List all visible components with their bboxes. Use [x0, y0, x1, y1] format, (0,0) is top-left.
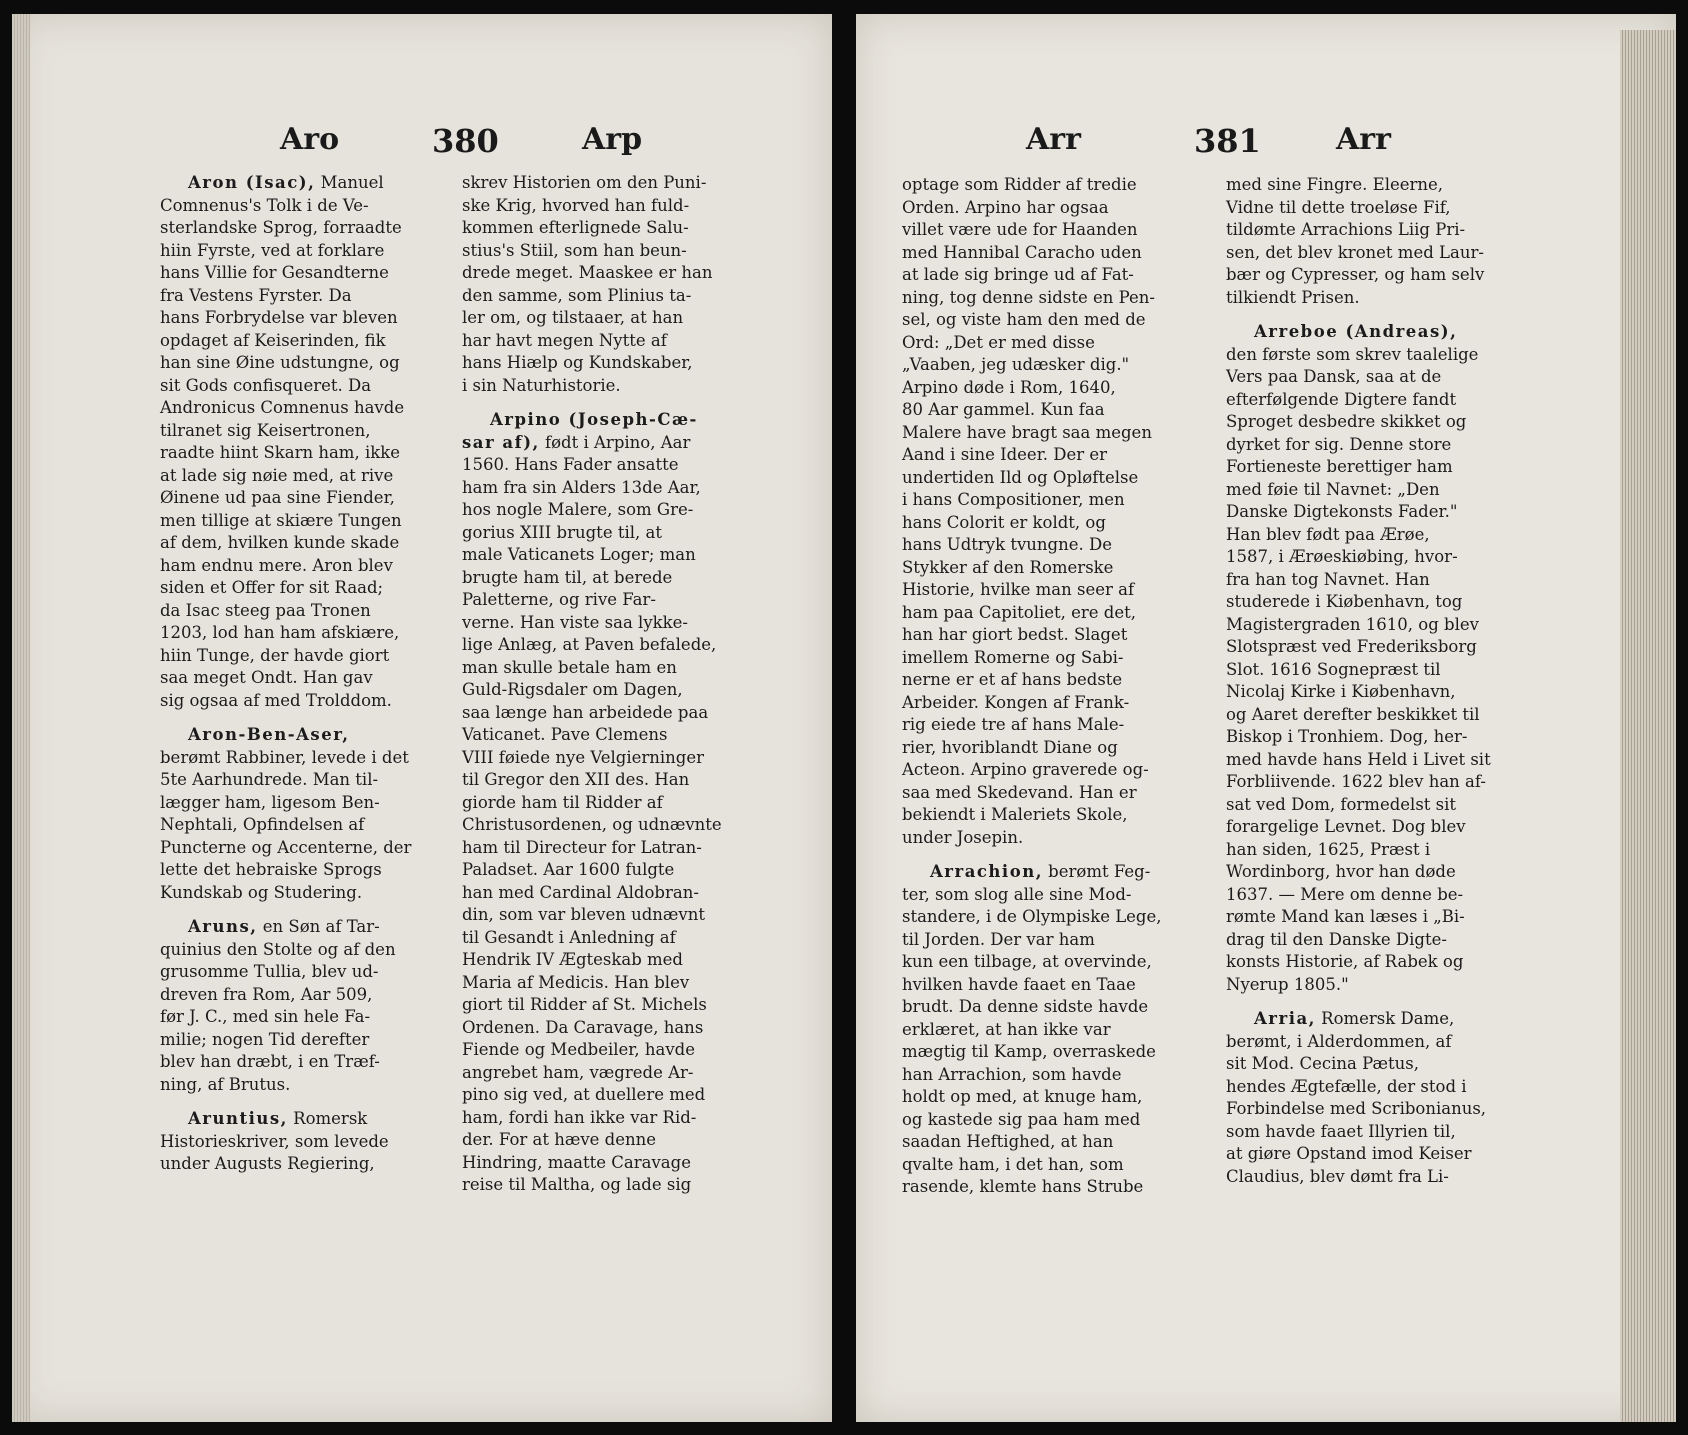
right-page [856, 14, 1676, 1422]
entry-text: den første som skrev taalelige Vers paa Dansk, saa at de efterfølgende Digtere fandt Sproget desbedre skikket og dyrket for sig. Denne store Fortieneste berettiger ham med føie til Navnet: „Den Danske Digtekonsts Fader." Han blev født paa Ærøe, 1587, i Ærøeskiøbing, hvor- fra han tog Navnet. Han studerede i Kiøbenhavn, tog Magistergraden 1610, og blev Slotspræst ved Frederiksborg Slot. 1616 Sognepræst til Nicolaj Kirke i Kiøbenhavn, og Aaret derefter beskikket til Biskop i Tronhiem. Dog, her- med havde hans Held i Livet sit Forbliivende. 1622 blev han af- sat ved Dom, formedelst sit forargelige Levnet. Dog blev han siden, 1625, Præst i Wordinborg, hvor han døde 1637. — Mere om denne be- rømte Mand kan læses i „Bi- drag til den Danske Digte- konsts Historie, af Rabek og Nyerup 1805." [1226, 344, 1491, 994]
left-header-right: Arp [582, 122, 643, 157]
entry-text: Romersk Historieskriver, som levede under Augusts Regiering, [160, 1109, 389, 1173]
article-entry [1226, 1008, 1532, 1188]
article-entry [160, 916, 450, 1096]
right-page-header [856, 122, 1676, 172]
entry-headword: Aron (Isac), [188, 173, 316, 192]
right-header-right: Arr [1336, 122, 1391, 157]
entry-headword: Arpino (Joseph-Cæ- sar af), [462, 410, 698, 452]
article-entry [902, 861, 1202, 1199]
article-entry [462, 172, 762, 397]
entry-text: berømt Feg- ter, som slog alle sine Mod- standere, i de Olympiske Lege, til Jorden. Der var ham kun een tilbage, at overvinde, hvilken havde faaet en Taae brudt. Da denne sidste havde erklæret, at han ikke var mægtig til Kamp, overraskede han Arrachion, som havde holdt op med, at knuge ham, og kastede sig paa ham med saadan Heftighed, at han qvalte ham, i det han, som rasende, klemte hans Strube [902, 862, 1162, 1196]
entry-headword: Arrachion, [930, 862, 1043, 881]
entry-headword: Aron-Ben-Aser, [188, 725, 350, 744]
left-page-edges [12, 14, 30, 1422]
entry-text: Romersk Dame, berømt, i Alderdommen, af sit Mod. Cecina Pætus, hendes Ægtefælle, der stod i Forbindelse med Scribonianus, som havde faaet Illyrien til, at giøre Opstand imod Keiser Claudius, blev dømt fra Li- [1226, 1009, 1487, 1186]
article-entry [902, 174, 1202, 849]
right-header-left: Arr [1026, 122, 1081, 157]
left-column-1 [160, 172, 450, 1188]
entry-headword: Arria, [1254, 1009, 1316, 1028]
entry-headword: Aruns, [188, 917, 258, 936]
right-page-edges [1620, 30, 1676, 1422]
right-column-2 [1226, 174, 1532, 1200]
entry-text: berømt Rabbiner, levede i det 5te Aarhundrede. Man til- lægger ham, ligesom Ben- Nephtali, Opfindelsen af Puncterne og Accenterne, der lette det hebraiske Sprogs Kundskab og Studering. [160, 747, 412, 902]
entry-text: Manuel Comnenus's Tolk i de Ve- sterlandske Sprog, forraadte hiin Fyrste, ved at forklare hans Villie for Gesandterne fra Vestens Fyrster. Da hans Forbrydelse var bleven opdaget af Keiserinden, fik han sine Øine udstungne, og sit Gods confisqueret. Da Andronicus Comnenus havde tilranet sig Keisertronen, raadte hiint Skarn ham, ikke at lade sig nøie med, at rive Øinene ud paa sine Fiender, men tillige at skiære Tungen af dem, hvilken kunde skade ham endnu mere. Aron blev siden et Offer for sit Raad; da Isac steeg paa Tronen 1203, lod han ham afskiære, hiin Tunge, der havde giort saa meget Ondt. Han gav sig ogsaa af med Trolddom. [160, 173, 405, 710]
right-page-number: 381 [1194, 122, 1261, 160]
article-entry [462, 409, 762, 1197]
entry-text: optage som Ridder af tredie Orden. Arpino har ogsaa villet være ude for Haanden med Hannibal Caracho uden at lade sig bringe ud af Fat- ning, tog denne sidste en Pen- sel, og viste ham den med de Ord: „Det er med disse „Vaaben, jeg udæsker dig." Arpino døde i Rom, 1640, 80 Aar gammel. Kun faa Malere have bragt saa megen Aand i sine Ideer. Der er undertiden Ild og Opløftelse i hans Compositioner, men hans Colorit er koldt, og hans Udtryk tvungne. De Stykker af den Romerske Historie, hvilke man seer af ham paa Capitoliet, ere det, han har giort bedst. Slaget imellem Romerne og Sabi- nerne er et af hans bedste Arbeider. Kongen af Frank- rig eiede tre af hans Male- rier, hvoriblandt Diane og Acteon. Arpino graverede og- saa med Skedevand. Han er bekiendt i Maleriets Skole, under Josepin. [902, 175, 1155, 847]
right-column-1 [902, 174, 1202, 1211]
article-entry [1226, 174, 1532, 309]
entry-headword: Aruntius, [188, 1109, 288, 1128]
article-entry [160, 1108, 450, 1176]
left-column-2 [462, 172, 762, 1209]
left-page-number: 380 [432, 122, 499, 160]
left-page-header [12, 122, 832, 172]
entry-headword: Arreboe (Andreas), [1254, 322, 1458, 341]
entry-text: med sine Fingre. Eleerne, Vidne til dette troeløse Fif, tildømte Arrachions Liig Pri- sen, det blev kronet med Laur- bær og Cypresser, og ham selv tilkiendt Prisen. [1226, 175, 1485, 307]
entry-text: skrev Historien om den Puni- ske Krig, hvorved han fuld- kommen efterlignede Salu- stius's Stiil, som han beun- drede meget. Maaskee er han den samme, som Plinius ta- ler om, og tilstaaer, at han har havt megen Nytte af hans Hiælp og Kundskaber, i sin Naturhistorie. [462, 173, 713, 395]
entry-text: en Søn af Tar- quinius den Stolte og af den grusomme Tullia, blev ud- dreven fra Rom, Aar 509, før J. C., med sin hele Fa- milie; nogen Tid derefter blev han dræbt, i en Træf- ning, af Brutus. [160, 917, 396, 1094]
article-entry [160, 172, 450, 712]
left-header-left: Aro [280, 122, 340, 157]
article-entry [160, 724, 450, 904]
entry-text: født i Arpino, Aar 1560. Hans Fader ansatte ham fra sin Alders 13de Aar, hos nogle Malere, som Gre- gorius XIII brugte til, at male Vaticanets Loger; man brugte ham til, at berede Paletterne, og rive Far- verne. Han viste saa lykke- lige Anlæg, at Paven befalede, man skulle betale ham en Guld-Rigsdaler om Dagen, saa længe han arbeidede paa Vaticanet. Pave Clemens VIII føiede nye Velgierninger til Gregor den XII des. Han giorde ham til Ridder af Christusordenen, og udnævnte ham til Directeur for Latran- Paladset. Aar 1600 fulgte han med Cardinal Aldobran- din, som var bleven udnævnt til Gesandt i Anledning af Hendrik IV Ægteskab med Maria af Medicis. Han blev giort til Ridder af St. Michels Ordenen. Da Caravage, hans Fiende og Medbeiler, havde angrebet ham, vægrede Ar- pino sig ved, at duellere med ham, fordi han ikke var Rid- der. For at hæve denne Hindring, maatte Caravage reise til Maltha, og lade sig [462, 432, 722, 1194]
left-page [12, 14, 832, 1422]
article-entry [1226, 321, 1532, 996]
